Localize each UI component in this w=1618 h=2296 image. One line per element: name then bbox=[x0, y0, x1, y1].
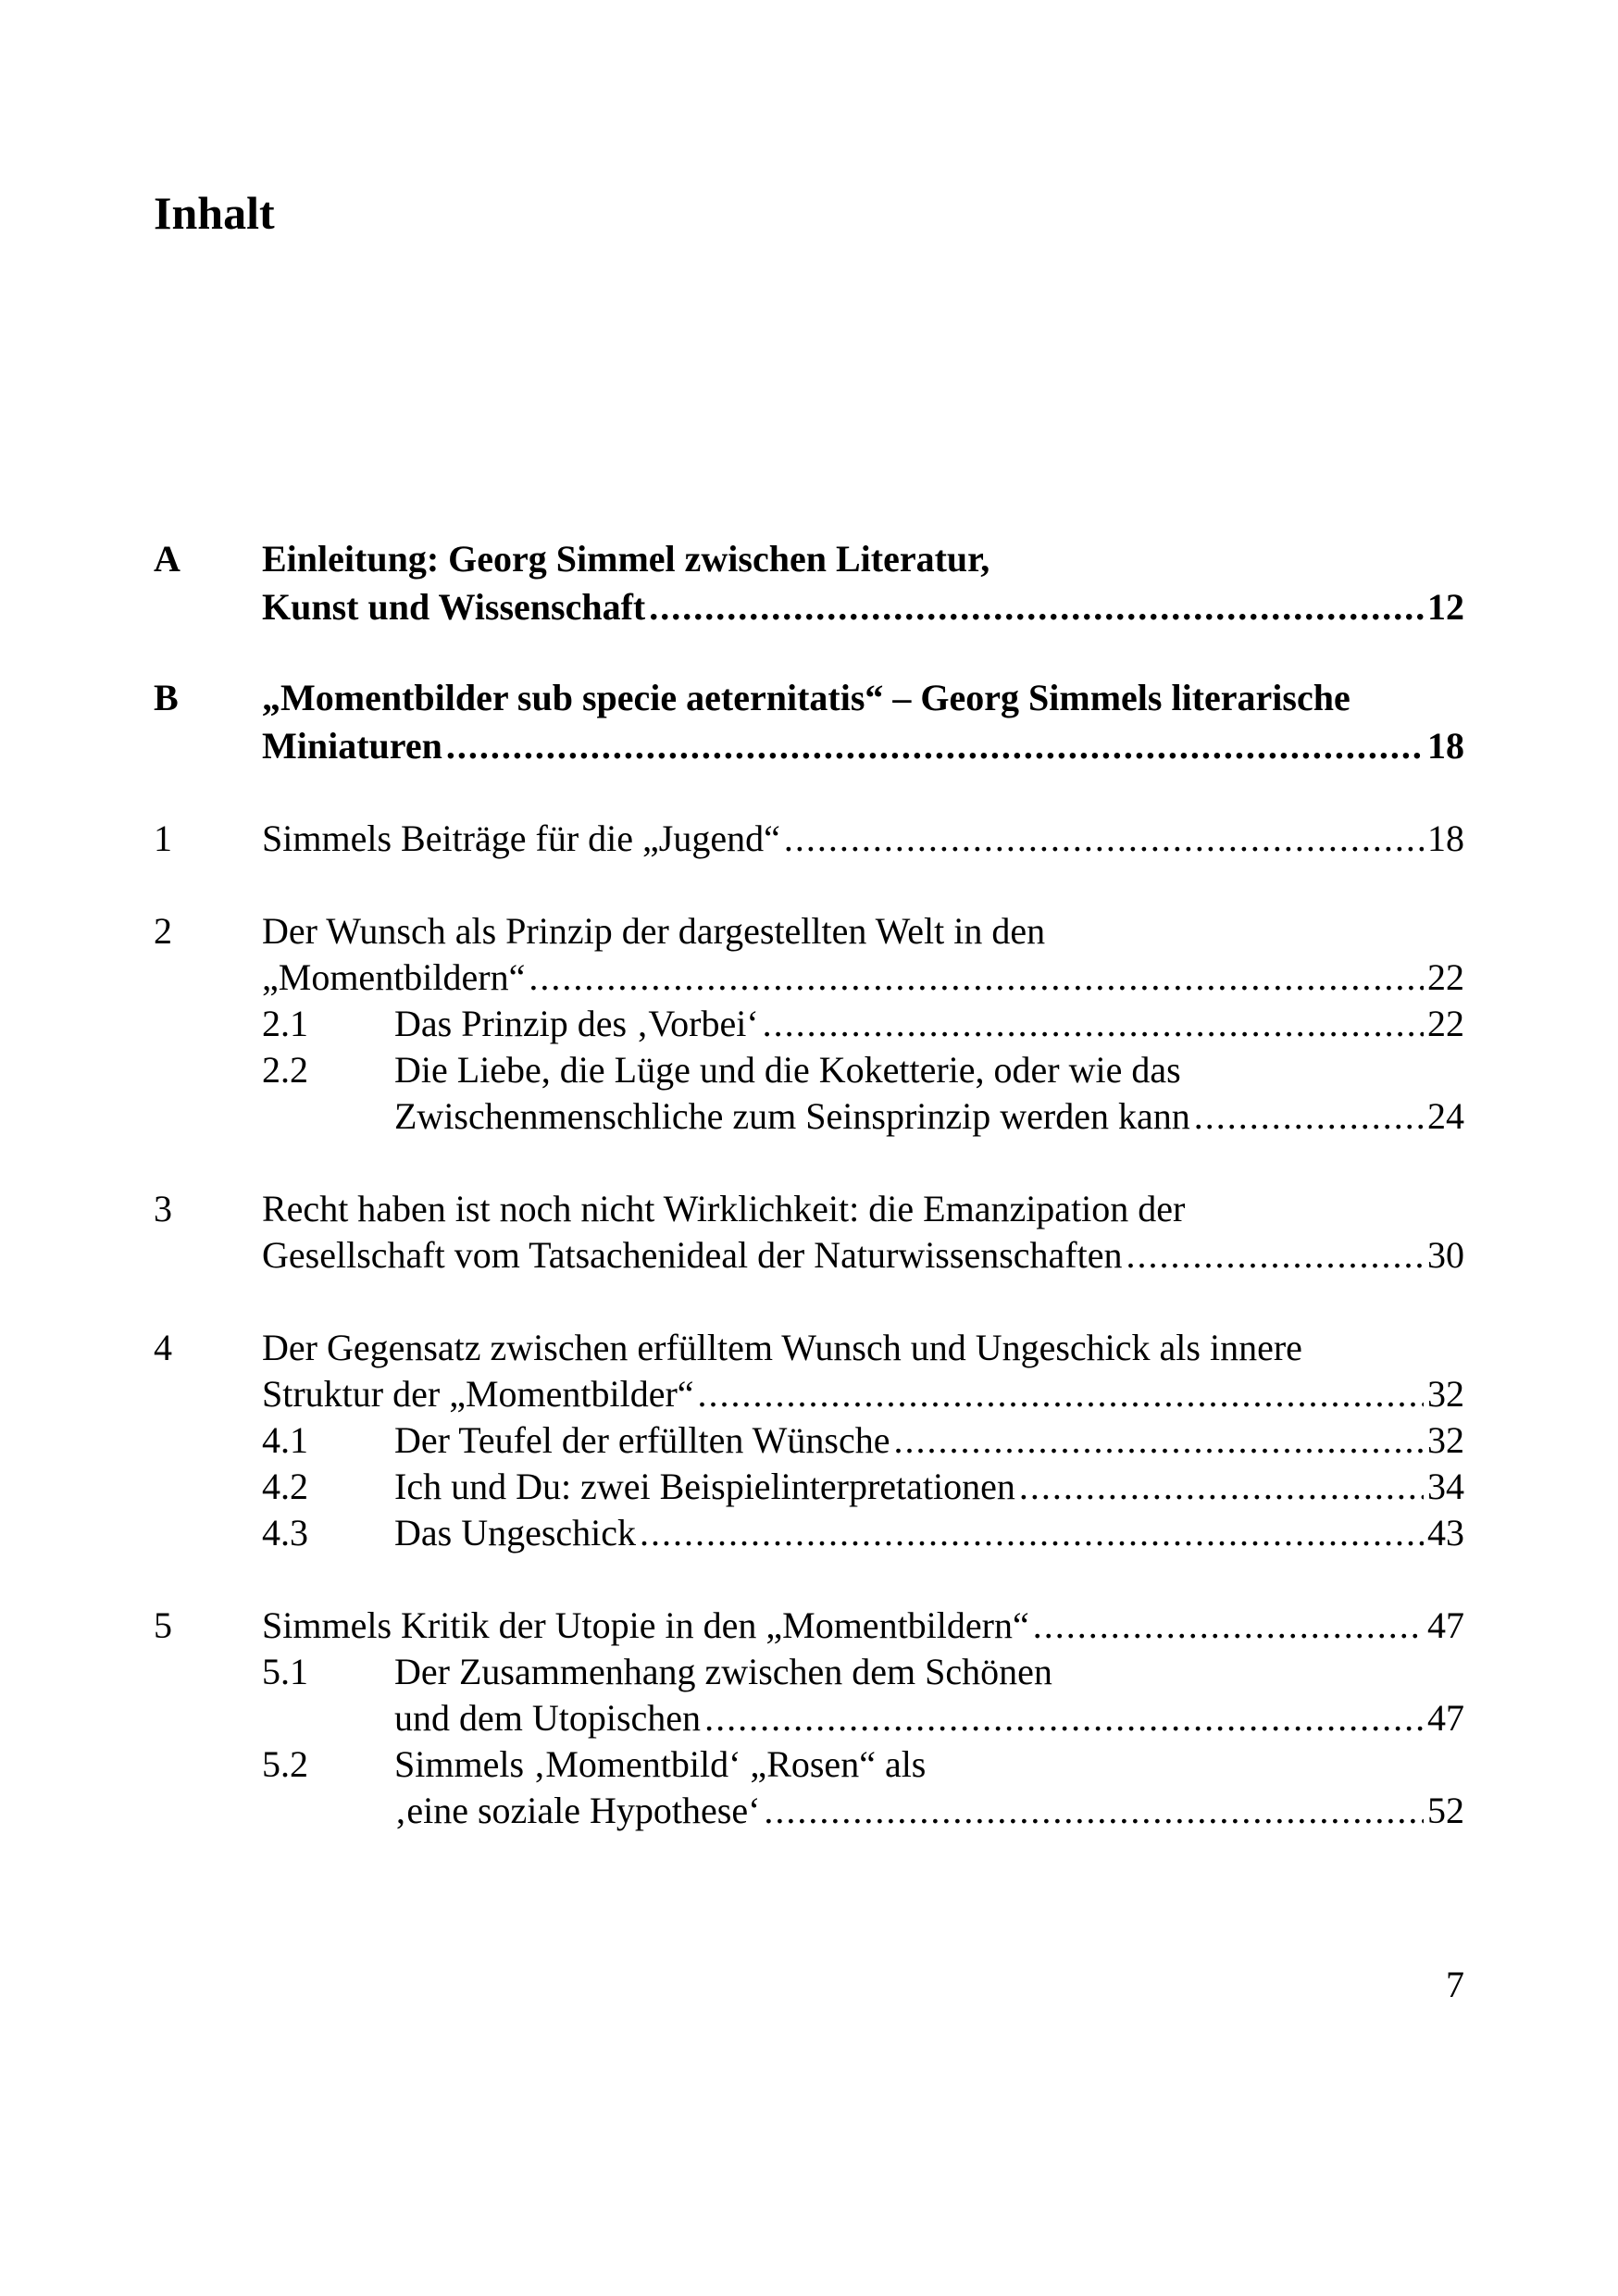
dot-leader bbox=[529, 954, 1424, 1002]
dot-leader bbox=[640, 1509, 1424, 1557]
toc-entry-5-2-line2: ‚eine soziale Hypothese‘ bbox=[394, 1790, 761, 1831]
toc-page-4: 32 bbox=[1427, 1373, 1464, 1415]
page-title: Inhalt bbox=[154, 187, 275, 239]
toc-entry-1[interactable] bbox=[262, 815, 1464, 863]
toc-entry-5-2[interactable] bbox=[394, 1787, 1464, 1835]
toc-entry-4-1-line1: Der Teufel der erfüllten Wünsche bbox=[394, 1419, 890, 1461]
dot-leader bbox=[1194, 1092, 1424, 1141]
toc-page-2: 22 bbox=[1427, 956, 1464, 998]
dot-leader bbox=[784, 815, 1424, 863]
toc-page-2-1: 22 bbox=[1427, 1003, 1464, 1044]
toc-entry-2-2-line2: Zwischenmenschliche zum Seinsprinzip werden kann bbox=[394, 1095, 1190, 1137]
toc-label-4: 4 bbox=[154, 1327, 172, 1368]
toc-entry-2-2[interactable] bbox=[394, 1092, 1464, 1141]
toc-page-4-2: 34 bbox=[1427, 1466, 1464, 1507]
toc-label-5: 5 bbox=[154, 1604, 172, 1646]
toc-entry-2-line1: Der Wunsch als Prinzip der dargestellten Welt in den bbox=[262, 910, 1046, 952]
toc-entry-b[interactable] bbox=[262, 722, 1464, 770]
toc-entry-3-line1: Recht haben ist noch nicht Wirklichkeit: die Emanzipation der bbox=[262, 1188, 1186, 1229]
toc-entry-a-line1: Einleitung: Georg Simmel zwischen Literatur, bbox=[262, 538, 990, 580]
dot-leader bbox=[446, 722, 1424, 770]
dot-leader bbox=[1126, 1231, 1424, 1279]
toc-entry-4[interactable] bbox=[262, 1370, 1464, 1418]
toc-entry-4-1[interactable] bbox=[394, 1416, 1464, 1465]
toc-page-3: 30 bbox=[1427, 1234, 1464, 1276]
toc-entry-4-line1: Der Gegensatz zwischen erfülltem Wunsch und Ungeschick als innere bbox=[262, 1327, 1302, 1368]
toc-label-2-1: 2.1 bbox=[262, 1003, 308, 1044]
toc-entry-2-1[interactable] bbox=[394, 1000, 1464, 1048]
toc-page-1: 18 bbox=[1427, 817, 1464, 859]
toc-entry-3-line2: Gesellschaft vom Tatsachenideal der Naturwissenschaften bbox=[262, 1234, 1123, 1276]
toc-entry-2[interactable] bbox=[262, 954, 1464, 1002]
dot-leader bbox=[1033, 1602, 1424, 1650]
dot-leader bbox=[649, 583, 1424, 631]
toc-page-4-1: 32 bbox=[1427, 1419, 1464, 1461]
toc-page-5: 47 bbox=[1427, 1604, 1464, 1646]
toc-entry-a[interactable] bbox=[262, 583, 1464, 631]
toc-entry-4-3-line1: Das Ungeschick bbox=[394, 1512, 637, 1554]
toc-entry-2-2-line1: Die Liebe, die Lüge und die Koketterie, oder wie das bbox=[394, 1049, 1181, 1091]
toc-entry-1-line1: Simmels Beiträge für die „Jugend“ bbox=[262, 817, 780, 859]
toc-label-5-1: 5.1 bbox=[262, 1651, 308, 1692]
dot-leader bbox=[763, 1000, 1424, 1048]
toc-label-4-1: 4.1 bbox=[262, 1419, 308, 1461]
toc-entry-a-line2: Kunst und Wissenschaft bbox=[262, 586, 646, 628]
dot-leader bbox=[704, 1694, 1424, 1742]
toc-entry-5-1-line1: Der Zusammenhang zwischen dem Schönen bbox=[394, 1651, 1052, 1692]
toc-entry-3[interactable] bbox=[262, 1231, 1464, 1279]
toc-page-5-2: 52 bbox=[1427, 1790, 1464, 1831]
toc-entry-2-line2: „Momentbildern“ bbox=[262, 956, 526, 998]
toc-page-a: 12 bbox=[1427, 586, 1464, 628]
toc-label-3: 3 bbox=[154, 1188, 172, 1229]
toc-page-b: 18 bbox=[1427, 725, 1464, 767]
toc-page-5-1: 47 bbox=[1427, 1697, 1464, 1739]
toc-entry-5-line1: Simmels Kritik der Utopie in den „Momentbildern“ bbox=[262, 1604, 1029, 1646]
toc-entry-5-1-line2: und dem Utopischen bbox=[394, 1697, 702, 1739]
toc-entry-4-2-line1: Ich und Du: zwei Beispielinterpretationen bbox=[394, 1466, 1015, 1507]
toc-label-2: 2 bbox=[154, 910, 172, 952]
toc-label-a: A bbox=[154, 538, 180, 580]
toc-entry-4-3[interactable] bbox=[394, 1509, 1464, 1557]
toc-entry-2-1-line1: Das Prinzip des ‚Vorbei‘ bbox=[394, 1003, 759, 1044]
toc-entry-b-line2: Miniaturen bbox=[262, 725, 442, 767]
toc-label-5-2: 5.2 bbox=[262, 1743, 308, 1785]
toc-page-2-2: 24 bbox=[1427, 1095, 1464, 1137]
toc-label-4-2: 4.2 bbox=[262, 1466, 308, 1507]
toc-entry-5[interactable] bbox=[262, 1602, 1464, 1650]
page-number: 7 bbox=[1446, 1964, 1464, 2005]
dot-leader bbox=[1019, 1463, 1424, 1511]
dot-leader bbox=[764, 1787, 1424, 1835]
toc-label-2-2: 2.2 bbox=[262, 1049, 308, 1091]
toc-label-b: B bbox=[154, 677, 179, 718]
toc-label-1: 1 bbox=[154, 817, 172, 859]
dot-leader bbox=[698, 1370, 1424, 1418]
toc-entry-5-2-line1: Simmels ‚Momentbild‘ „Rosen“ als bbox=[394, 1743, 927, 1785]
toc-entry-4-2[interactable] bbox=[394, 1463, 1464, 1511]
toc-entry-4-line2: Struktur der „Momentbilder“ bbox=[262, 1373, 694, 1415]
toc-label-4-3: 4.3 bbox=[262, 1512, 308, 1554]
toc-entry-b-line1: „Momentbilder sub specie aeternitatis“ – Georg Simmels literarische bbox=[262, 677, 1350, 718]
dot-leader bbox=[894, 1416, 1425, 1465]
toc-entry-5-1[interactable] bbox=[394, 1694, 1464, 1742]
toc-page-4-3: 43 bbox=[1427, 1512, 1464, 1554]
